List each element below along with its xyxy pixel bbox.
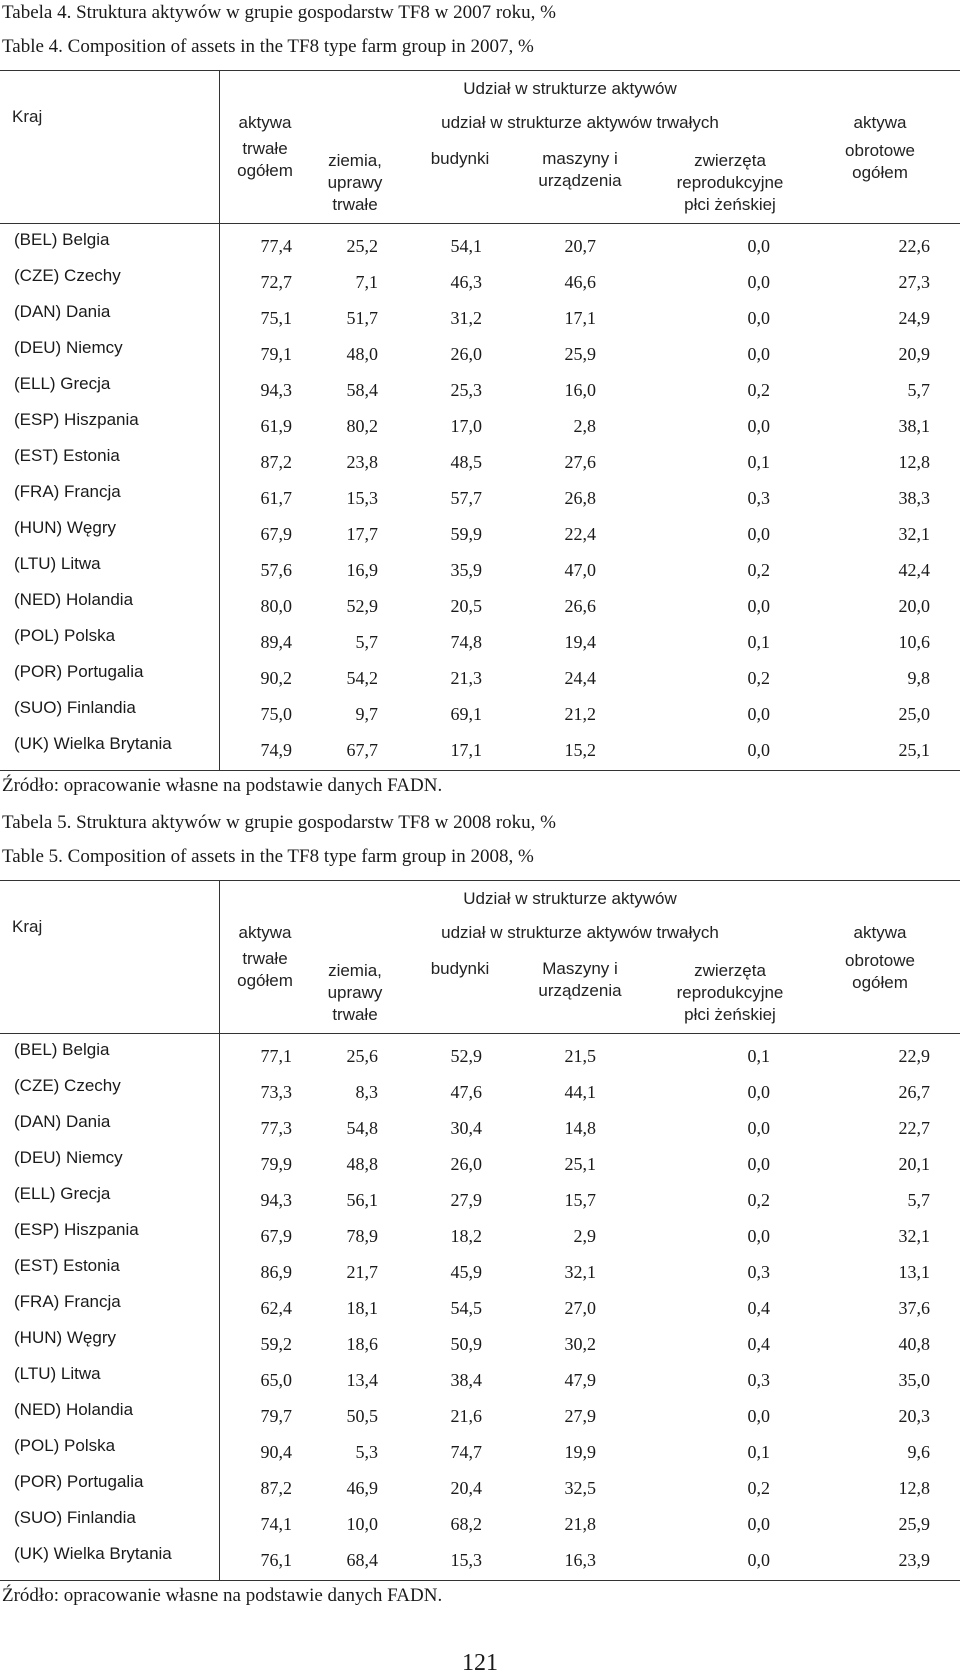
table-cell: 54,2 — [346, 668, 378, 688]
table-cell: 7,1 — [355, 272, 378, 292]
table-header-rule — [0, 1033, 960, 1034]
table-cell: 54,5 — [450, 1298, 482, 1318]
table-cell: 68,4 — [346, 1550, 378, 1570]
row-country: (EST) Estonia — [14, 1256, 120, 1275]
table-cell: 2,8 — [573, 416, 596, 436]
table-cell: 0,0 — [747, 740, 770, 760]
table-cell: 23,9 — [898, 1550, 930, 1570]
table-cell: 65,0 — [260, 1370, 292, 1390]
table-cell: 69,1 — [450, 704, 482, 724]
table-cell: 59,2 — [260, 1334, 292, 1354]
header-obrotowe-ogolem: obrotowe ogółem — [845, 141, 915, 182]
table-cell: 0,1 — [747, 452, 770, 472]
header-aktywa: aktywa — [238, 113, 292, 132]
table-cell: 25,6 — [346, 1046, 378, 1066]
table-cell: 32,1 — [564, 1262, 596, 1282]
table-cell: 13,1 — [898, 1262, 930, 1282]
table-cell: 9,6 — [907, 1442, 930, 1462]
header-trwale-ogolem: trwałe ogółem — [237, 949, 293, 990]
table-cell: 0,4 — [747, 1334, 770, 1354]
table-cell: 30,4 — [450, 1118, 482, 1138]
table-cell: 23,8 — [346, 452, 378, 472]
table-cell: 21,2 — [564, 704, 596, 724]
table-cell: 16,3 — [564, 1550, 596, 1570]
table-cell: 19,9 — [564, 1442, 596, 1462]
table-cell: 57,7 — [450, 488, 482, 508]
table-cell: 52,9 — [450, 1046, 482, 1066]
table-cell: 0,1 — [747, 632, 770, 652]
table-cell: 24,4 — [564, 668, 596, 688]
row-country: (ESP) Hiszpania — [14, 410, 139, 429]
table-cell: 37,6 — [898, 1298, 930, 1318]
table-cell: 0,0 — [747, 1550, 770, 1570]
header-aktywa-obrotowe: aktywa — [853, 113, 907, 132]
table-cell: 5,7 — [907, 380, 930, 400]
header-kraj: Kraj — [12, 107, 43, 126]
table-cell: 27,0 — [564, 1298, 596, 1318]
table-cell: 68,2 — [450, 1514, 482, 1534]
table-cell: 59,9 — [450, 524, 482, 544]
table-cell: 32,5 — [564, 1478, 596, 1498]
table-cell: 0,2 — [747, 668, 770, 688]
table-top-rule — [0, 70, 960, 71]
table-cell: 12,8 — [898, 452, 930, 472]
table-cell: 79,9 — [260, 1154, 292, 1174]
table-cell: 0,0 — [747, 1118, 770, 1138]
table-cell: 15,3 — [450, 1550, 482, 1570]
table-cell: 46,3 — [450, 272, 482, 292]
row-country: (SUO) Finlandia — [14, 698, 136, 717]
row-country: (ELL) Grecja — [14, 374, 111, 393]
table-cell: 9,7 — [355, 704, 378, 724]
table-cell: 47,9 — [564, 1370, 596, 1390]
table-cell: 48,8 — [346, 1154, 378, 1174]
table-cell: 61,7 — [260, 488, 292, 508]
table-cell: 21,5 — [564, 1046, 596, 1066]
table-cell: 38,4 — [450, 1370, 482, 1390]
table-cell: 31,2 — [450, 308, 482, 328]
row-country: (POR) Portugalia — [14, 662, 144, 681]
row-country: (FRA) Francja — [14, 1292, 121, 1311]
row-country: (NED) Holandia — [14, 590, 134, 609]
row-country: (DAN) Dania — [14, 302, 111, 321]
table-cell: 0,2 — [747, 380, 770, 400]
table-cell: 56,1 — [346, 1190, 378, 1210]
table-cell: 16,9 — [346, 560, 378, 580]
table-cell: 77,4 — [260, 236, 292, 256]
header-subgroup: udział w strukturze aktywów trwałych — [441, 923, 719, 942]
header-obrotowe-ogolem: obrotowe ogółem — [845, 951, 915, 992]
table-cell: 79,7 — [260, 1406, 292, 1426]
table-cell: 86,9 — [260, 1262, 292, 1282]
header-subgroup: udział w strukturze aktywów trwałych — [441, 113, 719, 132]
row-country: (HUN) Węgry — [14, 518, 116, 537]
table-cell: 0,0 — [747, 236, 770, 256]
table-cell: 0,0 — [747, 704, 770, 724]
table-cell: 21,3 — [450, 668, 482, 688]
table-cell: 94,3 — [260, 380, 292, 400]
table-cell: 20,7 — [564, 236, 596, 256]
table-cell: 17,1 — [564, 308, 596, 328]
table-cell: 58,4 — [346, 380, 378, 400]
table-cell: 40,8 — [898, 1334, 930, 1354]
header-aktywa-obrotowe: aktywa — [853, 923, 907, 942]
row-country: (FRA) Francja — [14, 482, 121, 501]
row-country: (BEL) Belgia — [14, 230, 110, 249]
table-cell: 0,0 — [747, 1226, 770, 1246]
table-cell: 50,5 — [346, 1406, 378, 1426]
row-country: (POL) Polska — [14, 626, 116, 645]
row-country: (HUN) Węgry — [14, 1328, 116, 1347]
table-cell: 52,9 — [346, 596, 378, 616]
table-cell: 26,7 — [898, 1082, 930, 1102]
table-cell: 26,0 — [450, 1154, 482, 1174]
table-cell: 26,6 — [564, 596, 596, 616]
table-cell: 20,5 — [450, 596, 482, 616]
table-cell: 87,2 — [260, 1478, 292, 1498]
table-cell: 0,3 — [747, 488, 770, 508]
table-cell: 0,0 — [747, 308, 770, 328]
table-cell: 21,6 — [450, 1406, 482, 1426]
table-cell: 20,0 — [898, 596, 930, 616]
table-cell: 0,2 — [747, 1478, 770, 1498]
table-cell: 0,4 — [747, 1298, 770, 1318]
table-cell: 27,6 — [564, 452, 596, 472]
table-cell: 20,9 — [898, 344, 930, 364]
table-cell: 17,0 — [450, 416, 482, 436]
header-budynki: budynki — [430, 959, 490, 978]
table-cell: 74,7 — [450, 1442, 482, 1462]
table-cell: 67,9 — [260, 1226, 292, 1246]
table-cell: 77,3 — [260, 1118, 292, 1138]
table-cell: 27,9 — [450, 1190, 482, 1210]
row-country: (EST) Estonia — [14, 446, 120, 465]
table-cell: 42,4 — [898, 560, 930, 580]
table-cell: 27,3 — [898, 272, 930, 292]
table-cell: 24,9 — [898, 308, 930, 328]
table-cell: 15,7 — [564, 1190, 596, 1210]
table-cell: 0,2 — [747, 1190, 770, 1210]
row-country: (POR) Portugalia — [14, 1472, 144, 1491]
table-cell: 20,1 — [898, 1154, 930, 1174]
table-cell: 77,1 — [260, 1046, 292, 1066]
row-country: (UK) Wielka Brytania — [14, 1544, 172, 1563]
row-country: (DAN) Dania — [14, 1112, 111, 1131]
row-country: (DEU) Niemcy — [14, 338, 123, 357]
table-cell: 62,4 — [260, 1298, 292, 1318]
header-trwale-ogolem: trwałe ogółem — [237, 139, 293, 180]
table-source: Źródło: opracowanie własne na podstawie danych FADN. — [2, 1585, 443, 1606]
table-cell: 48,5 — [450, 452, 482, 472]
table-cell: 61,9 — [260, 416, 292, 436]
table-cell: 73,3 — [260, 1082, 292, 1102]
table-cell: 35,0 — [898, 1370, 930, 1390]
table-bottom-rule — [0, 770, 960, 771]
row-country: (LTU) Litwa — [14, 1364, 101, 1383]
row-country: (ESP) Hiszpania — [14, 1220, 139, 1239]
table-cell: 54,1 — [450, 236, 482, 256]
header-maszyny: maszyny i urządzenia — [538, 149, 622, 190]
header-zwierzeta: zwierzęta reprodukcyjne płci żeńskiej — [676, 151, 784, 214]
table-cell: 25,0 — [898, 704, 930, 724]
table-cell: 10,6 — [898, 632, 930, 652]
table-cell: 5,7 — [355, 632, 378, 652]
table-cell: 9,8 — [907, 668, 930, 688]
page-number: 121 — [462, 1650, 498, 1676]
table-cell: 0,0 — [747, 272, 770, 292]
table-cell: 47,0 — [564, 560, 596, 580]
row-country: (POL) Polska — [14, 1436, 116, 1455]
table-cell: 32,1 — [898, 1226, 930, 1246]
table-cell: 25,9 — [898, 1514, 930, 1534]
table-cell: 25,9 — [564, 344, 596, 364]
header-ziemia: ziemia, uprawy trwałe — [327, 961, 383, 1024]
table-cell: 74,9 — [260, 740, 292, 760]
table-cell: 0,3 — [747, 1262, 770, 1282]
table-cell: 57,6 — [260, 560, 292, 580]
table-cell: 87,2 — [260, 452, 292, 472]
table-cell: 51,7 — [346, 308, 378, 328]
table-bottom-rule — [0, 1580, 960, 1581]
table-cell: 74,1 — [260, 1514, 292, 1534]
table-cell: 13,4 — [346, 1370, 378, 1390]
table-cell: 45,9 — [450, 1262, 482, 1282]
table-header-rule — [0, 223, 960, 224]
row-country: (NED) Holandia — [14, 1400, 134, 1419]
table-caption-en: Table 4. Composition of assets in the TF8 type farm group in 2007, % — [2, 36, 534, 57]
row-country: (CZE) Czechy — [14, 1076, 121, 1095]
table-cell: 80,0 — [260, 596, 292, 616]
table-cell: 80,2 — [346, 416, 378, 436]
table-cell: 16,0 — [564, 380, 596, 400]
table-cell: 50,9 — [450, 1334, 482, 1354]
table-caption-pl: Tabela 5. Struktura aktywów w grupie gospodarstw TF8 w 2008 roku, % — [2, 812, 556, 833]
table-cell: 94,3 — [260, 1190, 292, 1210]
table-cell: 76,1 — [260, 1550, 292, 1570]
table-cell: 22,4 — [564, 524, 596, 544]
table-cell: 90,2 — [260, 668, 292, 688]
table-cell: 0,0 — [747, 524, 770, 544]
table-cell: 0,0 — [747, 596, 770, 616]
table-cell: 17,1 — [450, 740, 482, 760]
table-cell: 8,3 — [355, 1082, 378, 1102]
table-cell: 19,4 — [564, 632, 596, 652]
row-country: (DEU) Niemcy — [14, 1148, 123, 1167]
table-cell: 46,9 — [346, 1478, 378, 1498]
table-cell: 25,1 — [564, 1154, 596, 1174]
table-cell: 0,0 — [747, 1082, 770, 1102]
table-cell: 22,6 — [898, 236, 930, 256]
table-cell: 14,8 — [564, 1118, 596, 1138]
header-aktywa: aktywa — [238, 923, 292, 942]
table-cell: 25,3 — [450, 380, 482, 400]
table-cell: 0,2 — [747, 560, 770, 580]
table-cell: 21,7 — [346, 1262, 378, 1282]
table-cell: 18,2 — [450, 1226, 482, 1246]
header-zwierzeta: zwierzęta reprodukcyjne płci żeńskiej — [676, 961, 784, 1024]
row-country: (CZE) Czechy — [14, 266, 121, 285]
table-cell: 22,9 — [898, 1046, 930, 1066]
table-cell: 78,9 — [346, 1226, 378, 1246]
table-cell: 20,4 — [450, 1478, 482, 1498]
table-cell: 2,9 — [573, 1226, 596, 1246]
table-cell: 0,3 — [747, 1370, 770, 1390]
table-cell: 20,3 — [898, 1406, 930, 1426]
row-country: (BEL) Belgia — [14, 1040, 110, 1059]
table-cell: 27,9 — [564, 1406, 596, 1426]
table-cell: 0,0 — [747, 416, 770, 436]
table-cell: 75,0 — [260, 704, 292, 724]
table-cell: 47,6 — [450, 1082, 482, 1102]
header-maszyny: Maszyny i urządzenia — [538, 959, 622, 1000]
table-cell: 25,1 — [898, 740, 930, 760]
header-group: Udział w strukturze aktywów — [463, 79, 677, 98]
table-cell: 26,0 — [450, 344, 482, 364]
table-cell: 21,8 — [564, 1514, 596, 1534]
table-cell: 0,0 — [747, 1154, 770, 1174]
table-cell: 89,4 — [260, 632, 292, 652]
table-cell: 12,8 — [898, 1478, 930, 1498]
table-cell: 0,0 — [747, 1406, 770, 1426]
table-cell: 18,6 — [346, 1334, 378, 1354]
table-caption-en: Table 5. Composition of assets in the TF8 type farm group in 2008, % — [2, 846, 534, 867]
table-source: Źródło: opracowanie własne na podstawie danych FADN. — [2, 775, 443, 796]
table-cell: 54,8 — [346, 1118, 378, 1138]
header-budynki: budynki — [430, 149, 490, 168]
table-cell: 79,1 — [260, 344, 292, 364]
table-cell: 0,0 — [747, 1514, 770, 1534]
table-cell: 30,2 — [564, 1334, 596, 1354]
table-caption-pl: Tabela 4. Struktura aktywów w grupie gospodarstw TF8 w 2007 roku, % — [2, 2, 556, 23]
row-country: (UK) Wielka Brytania — [14, 734, 172, 753]
table-cell: 26,8 — [564, 488, 596, 508]
table-cell: 46,6 — [564, 272, 596, 292]
header-kraj: Kraj — [12, 917, 43, 936]
table-cell: 38,3 — [898, 488, 930, 508]
table-cell: 15,3 — [346, 488, 378, 508]
table-cell: 44,1 — [564, 1082, 596, 1102]
table-cell: 22,7 — [898, 1118, 930, 1138]
table-cell: 67,7 — [346, 740, 378, 760]
table-cell: 25,2 — [346, 236, 378, 256]
table-cell: 15,2 — [564, 740, 596, 760]
table-cell: 10,0 — [346, 1514, 378, 1534]
table-cell: 0,1 — [747, 1046, 770, 1066]
table-cell: 38,1 — [898, 416, 930, 436]
table-cell: 90,4 — [260, 1442, 292, 1462]
row-country: (ELL) Grecja — [14, 1184, 111, 1203]
table-cell: 5,3 — [355, 1442, 378, 1462]
table-cell: 18,1 — [346, 1298, 378, 1318]
table-cell: 75,1 — [260, 308, 292, 328]
header-group: Udział w strukturze aktywów — [463, 889, 677, 908]
table-cell: 0,0 — [747, 344, 770, 364]
table-top-rule — [0, 880, 960, 881]
table-cell: 0,1 — [747, 1442, 770, 1462]
table-cell: 17,7 — [346, 524, 378, 544]
table-cell: 72,7 — [260, 272, 292, 292]
header-ziemia: ziemia, uprawy trwałe — [327, 151, 383, 214]
table-cell: 32,1 — [898, 524, 930, 544]
table-cell: 74,8 — [450, 632, 482, 652]
row-country: (LTU) Litwa — [14, 554, 101, 573]
table-cell: 35,9 — [450, 560, 482, 580]
row-country: (SUO) Finlandia — [14, 1508, 136, 1527]
table-cell: 48,0 — [346, 344, 378, 364]
table-cell: 67,9 — [260, 524, 292, 544]
table-cell: 5,7 — [907, 1190, 930, 1210]
